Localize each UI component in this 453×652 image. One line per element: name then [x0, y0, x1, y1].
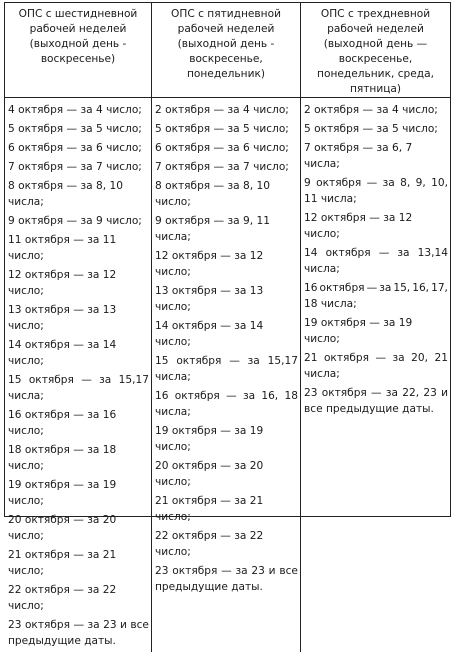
list-item	[304, 175, 448, 207]
entry-first-line: 23 октября — за 22, 23 и	[304, 387, 448, 399]
list-item: 19 октября — за 19 число;	[304, 317, 413, 345]
list-item: 8 октября — за 8, 10 число;	[155, 180, 270, 208]
header-line: ОПС с пятидневной	[171, 8, 281, 20]
header-line: рабочей неделей	[327, 23, 424, 35]
list-item	[155, 353, 298, 385]
column-six-day	[5, 98, 152, 652]
header-six-day	[5, 3, 152, 97]
list-item: 22 октября — за 22 число;	[155, 530, 264, 558]
header-five-day	[152, 3, 301, 97]
list-item: 21 октября — за 21 число;	[155, 495, 264, 523]
list-item	[8, 617, 149, 649]
entry-second-line: предыдущие даты.	[155, 581, 263, 593]
list-item: 5 октября — за 5 число;	[304, 123, 438, 135]
list-item: 5 октября — за 5 число;	[8, 123, 142, 135]
entry-first-line: 14 октября — за 13,14	[304, 247, 448, 259]
entry-second-line: числа;	[8, 390, 44, 402]
schedule-list	[5, 98, 151, 649]
list-item	[8, 372, 149, 404]
entry-second-line: 18 числа;	[304, 298, 357, 310]
list-item: 9 октября — за 9, 11 числа;	[155, 215, 270, 243]
entry-first-line: 15 октября — за 15,17	[8, 374, 149, 386]
schedule-list	[301, 98, 450, 417]
entry-first-line: 16 октября — за 15, 16, 17,	[304, 282, 448, 294]
list-item: 5 октября — за 5 число;	[155, 123, 289, 135]
header-line: ОПС с шестидневной	[18, 8, 138, 20]
entry-second-line: 11 числа;	[304, 193, 357, 205]
schedule-table	[4, 2, 451, 647]
header-three-day	[301, 3, 450, 97]
header-line: (выходной день -	[29, 38, 127, 50]
header-line: пятница)	[349, 83, 402, 95]
entry-second-line: числа;	[304, 263, 340, 275]
entry-second-line: числа;	[155, 406, 191, 418]
list-item: 12 октября — за 12 число;	[155, 250, 264, 278]
entry-first-line: 9 октября — за 8, 9, 10,	[304, 177, 448, 189]
list-item: 16 октября — за 16 число;	[8, 409, 117, 437]
list-item	[155, 563, 298, 595]
list-item: 2 октября — за 4 число;	[304, 104, 438, 116]
list-item: 21 октября — за 21 число;	[8, 549, 117, 577]
list-item: 12 октября — за 12 число;	[8, 269, 117, 297]
entry-second-line: числа;	[155, 371, 191, 383]
list-item: 19 октября — за 19 число;	[155, 425, 264, 453]
entry-first-line: 23 октября — за 23 и все	[155, 565, 298, 577]
list-item: 19 октября — за 19 число;	[8, 479, 117, 507]
entry-second-line: числа;	[304, 368, 340, 380]
list-item: 7 октября — за 6, 7 числа;	[304, 142, 413, 170]
list-item: 9 октября — за 9 число;	[8, 215, 142, 227]
list-item	[304, 245, 448, 277]
header-line: понедельник)	[186, 68, 266, 80]
list-item: 13 октября — за 13 число;	[155, 285, 264, 313]
list-item: 18 октября — за 18 число;	[8, 444, 117, 472]
list-item: 14 октября — за 14 число;	[155, 320, 264, 348]
entry-first-line: 21 октября — за 20, 21	[304, 352, 448, 364]
list-item	[155, 388, 298, 420]
header-line: рабочей неделей	[177, 23, 275, 35]
list-item: 6 октября — за 6 число;	[155, 142, 289, 154]
header-line: рабочей неделей	[29, 23, 127, 35]
entry-first-line: 16 октября — за 16, 18	[155, 390, 298, 402]
table-body-row	[5, 98, 450, 652]
list-item: 8 октября — за 8, 10 числа;	[8, 180, 123, 208]
list-item: 11 октября — за 11 число;	[8, 234, 117, 262]
list-item: 14 октября — за 14 число;	[8, 339, 117, 367]
list-item: 4 октября — за 4 число;	[8, 104, 142, 116]
list-item	[304, 350, 448, 382]
list-item: 7 октября — за 7 число;	[8, 161, 142, 173]
list-item: 6 октября — за 6 число;	[8, 142, 142, 154]
column-five-day	[152, 98, 301, 652]
header-line: ОПС с трехдневной	[320, 8, 431, 20]
header-line: воскресенье,	[338, 53, 413, 65]
entry-second-line: предыдущие даты.	[8, 635, 116, 647]
header-line: воскресенье)	[40, 53, 116, 65]
entry-first-line: 23 октября — за 23 и все	[8, 619, 149, 631]
list-item: 20 октября — за 20 число;	[155, 460, 264, 488]
list-item: 7 октября — за 7 число;	[155, 161, 289, 173]
table-header-row	[5, 3, 450, 98]
list-item: 13 октября — за 13 число;	[8, 304, 117, 332]
header-line: воскресенье,	[189, 53, 263, 65]
header-line: понедельник, среда,	[317, 68, 434, 80]
list-item: 22 октября — за 22 число;	[8, 584, 117, 612]
entry-first-line: 15 октября — за 15,17	[155, 355, 298, 367]
header-line: (выходной день -	[177, 38, 275, 50]
list-item	[304, 385, 448, 417]
column-three-day	[301, 98, 450, 652]
entry-second-line: все предыдущие даты.	[304, 403, 434, 415]
list-item: 12 октября — за 12 число;	[304, 212, 413, 240]
list-item	[304, 280, 448, 312]
list-item: 20 октября — за 20 число;	[8, 514, 117, 542]
header-line: (выходной день —	[323, 38, 428, 50]
schedule-list	[152, 98, 300, 595]
list-item: 2 октября — за 4 число;	[155, 104, 289, 116]
